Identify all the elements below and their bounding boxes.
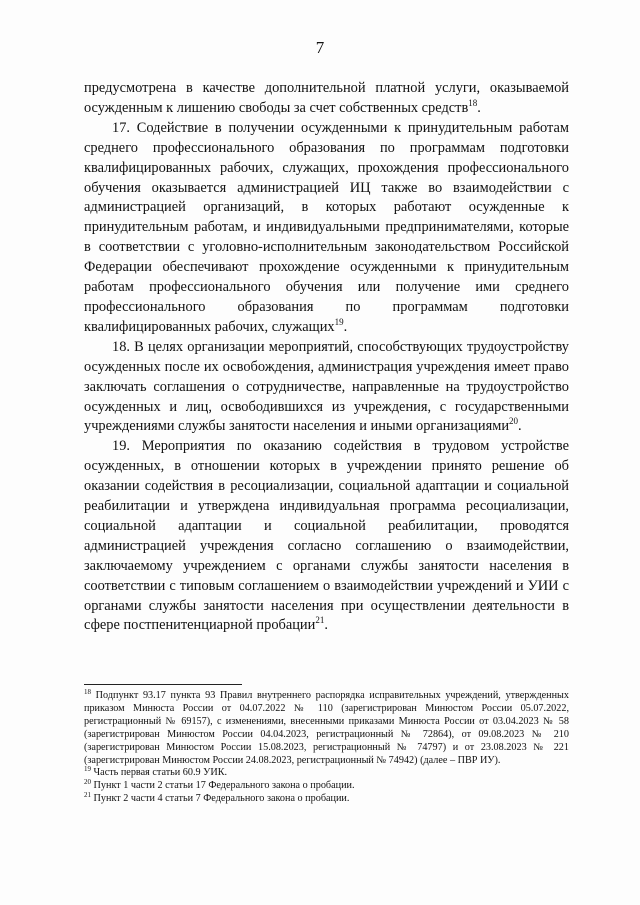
footnote-ref[interactable]: 21 — [315, 615, 325, 626]
paragraph-continuation: предусмотрена в качестве дополнительной платной услуги, оказываемой осужденным к лишению свободы за счет собственных средств$^{18}$. — [84, 80, 569, 116]
footnote-text: Подпункт 93.17 пункта 93 Правил внутреннего распорядка исправительных учреждений, утвержденных приказом Минюста России от 04.07.2022 № 110 (зарегистрирован Минюстом России 05.07.2022, регистрационный № 69157), с изменениями, внесенными приказами Минюста России от 03.04.2023 № 58 (зарегистрирован Минюстом России 04.04.2023, регистрационный № 72864), от 09.08.2023 № 210 (зарегистрирован Минюстом России 15.08.2023, регистрационный № 74797) и от 23.08.2023 № 221 (зарегистрирован Минюстом России 24.08.2023, регистрационный № 74942) (далее – ПВР ИУ). — [84, 690, 569, 766]
paragraph-item-19: 19. Мероприятия по оказанию содействия в трудовом устройстве осужденных, в отношении которых в учреждении принято решение об оказании содействия в ресоциализации, социальной адаптации и социальной реабилитации и утверждена индивидуальная программа ресоциализации, социальной адаптации и социальной реабилитации, проводятся администрацией учреждения согласно соглашению о взаимодействии, заключаемому учреждением с органами службы занятости населения в соответствии с типовым соглашением о взаимодействии учреждений и УИИ с органами службы занятости населения при осуществлении деятельности в сфере постпенитенциарной пробации$^{21}$. — [84, 438, 569, 634]
footnote-divider — [84, 684, 242, 685]
paragraph-text: 17. Содействие в получении осужденными к принудительным работам среднего профессионального образования по программам подготовки квалифицированных рабочих, служащих, прохождения профессионального обучения оказывается администрацией ИЦ также во взаимодействии с администрацией организаций, в которых работают осужденные к принудительным работам, и индивидуальными предпринимателями, которые в соответствии с уголовно-исполнительным законодательством Российской Федерации обеспечивают прохождение осужденными к принудительным работам профессионального обучения или получение ими среднего профессионального образования по программам подготовки квалифицированных рабочих, служащих — [84, 119, 569, 335]
footnote-text: Пункт 1 части 2 статьи 17 Федерального закона о пробации. — [93, 780, 355, 792]
main-text — [84, 79, 569, 636]
footnote-text: Пункт 2 части 4 статьи 7 Федерального закона о пробации. — [93, 793, 350, 805]
paragraph-item-17: 17. Содействие в получении осужденными к принудительным работам среднего профессионального образования по программам подготовки квалифицированных рабочих, служащих, прохождения профессионального обучения оказывается администрацией ИЦ также во взаимодействии с администрацией организаций, в которых работают осужденные к принудительным работам, и индивидуальными предпринимателями, которые в соответствии с уголовно-исполнительным законодательством Российской Федерации обеспечивают прохождение осужденными к принудительным работам профессионального обучения или получение ими среднего профессионального образования по программам подготовки квалифицированных рабочих, служащих$^{19}$. — [84, 119, 569, 335]
paragraph-text: предусмотрена в качестве дополнительной платной услуги, оказываемой осужденным к лишению свободы за счет собственных средств — [84, 80, 569, 116]
footnote-number: 20 — [84, 778, 91, 787]
footnotes — [84, 690, 569, 806]
footnote-number: 19 — [84, 765, 91, 774]
footnote-number: 21 — [84, 791, 91, 800]
footnote-item — [84, 780, 569, 793]
paragraph-text: 19. Мероприятия по оказанию содействия в трудовом устройстве осужденных, в отношении которых в учреждении принято решение об оказании содействия в ресоциализации, социальной адаптации и социальной реабилитации и утверждена индивидуальная программа ресоциализации, социальной адаптации и социальной реабилитации, проводятся администрацией учреждения согласно соглашению о взаимодействии, заключаемому учреждением с органами службы занятости населения в соответствии с типовым соглашением о взаимодействии учреждений и УИИ с органами службы занятости населения при осуществлении деятельности в сфере постпенитенциарной пробации — [84, 438, 569, 634]
paragraph-text: 18. В целях организации мероприятий, способствующих трудоустройству осужденных после их освобождения, администрация учреждения имеет право заключать соглашения о сотрудничестве, направленные на трудоустройство осужденных и лиц, освободившихся из учреждения, с государственными учреждениями службы занятости населения и иными организациями — [84, 338, 569, 435]
footnote-item — [84, 793, 569, 806]
footnote-ref[interactable]: 19 — [334, 316, 344, 327]
page-number: 7 — [315, 38, 325, 57]
footnote-item — [84, 690, 569, 767]
footnote-number: 18 — [84, 688, 91, 696]
paragraph-item-18: 18. В целях организации мероприятий, способствующих трудоустройству осужденных после их освобождения, администрация учреждения имеет право заключать соглашения о сотрудничестве, направленные на трудоустройство осужденных и лиц, освободившихся из учреждения, с государственными учреждениями службы занятости населения и иными организациями$^{20}$. — [84, 338, 569, 435]
footnote-ref[interactable]: 18 — [468, 97, 478, 108]
footnote-ref[interactable]: 20 — [509, 416, 519, 427]
footnote-item — [84, 767, 569, 780]
footnote-text: Часть первая статьи 60.9 УИК. — [93, 767, 228, 779]
